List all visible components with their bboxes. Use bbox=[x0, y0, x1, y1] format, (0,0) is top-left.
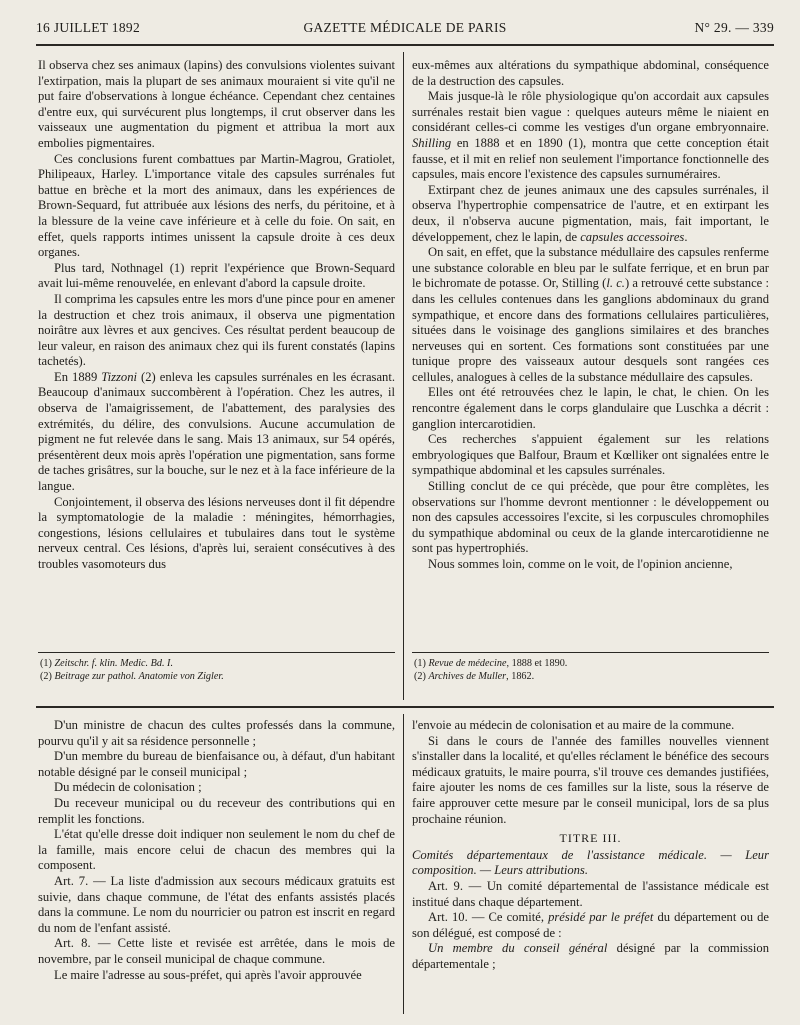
paragraph bbox=[412, 89, 769, 183]
footnote bbox=[414, 657, 769, 670]
paragraph bbox=[412, 910, 769, 941]
paragraph: Il observa chez ses animaux (lapins) des convulsions violentes suivant l'extirpation, mais la plupart de ses animaux mouraient si vite qu'il ne put faire d'observations à longue échéance. Cependant chez centaines d'entre eux, qui survécurent plus longtemps, il crut observer dans les vaisseaux une augmentation du pigment et attribua la mort aux embolies pigmentaires. bbox=[38, 58, 395, 150]
paragraph: Il comprima les capsules entre les mors d'une pince pour en amener la destruction et chez trois animaux, il observa une pigmentation noirâtre aux lèvres et aux gencives. Ces résultat perdent beaucoup de leur valeur, en raison des animaux chez qui ils furent constatés (lapins tachetés). bbox=[38, 291, 395, 369]
paragraph: Du médecin de colonisation ; bbox=[54, 780, 202, 795]
footnote-text: Zeitschr. f. klin. Medic. Bd. I. bbox=[54, 658, 173, 669]
footnote-number: (2) bbox=[40, 671, 55, 682]
paragraph bbox=[412, 245, 769, 385]
emphasis: l. c. bbox=[606, 276, 625, 291]
header-title: GAZETTE MÉDICALE DE PARIS bbox=[303, 20, 507, 35]
top-left-column bbox=[38, 58, 395, 644]
paragraph: Art. 7. — La liste d'admission aux secours médicaux gratuits est suivie, dans chaque commune, de l'état des enfants assistés placés dans la commune. Le nom du nourricier ou patron est inscrit en regard du nom de l'enfant assisté. bbox=[38, 873, 395, 935]
paragraph: Ces recherches s'appuient également sur les relations embryologiques que Balfour, Braum et Kœlliker ont signalées entre le sympathique abdominal et les capsules surrénales. bbox=[412, 432, 769, 478]
paragraph: eux-mêmes aux altérations du sympathique abdominal, conséquence de la destruction des capsules. bbox=[412, 58, 769, 88]
paragraph: Ces conclusions furent combattues par Martin-Magrou, Gratiolet, Philipeaux, Harley. L'importance vitale des capsules surrénales fut battue en brèche et la mort des animaux, dans les expériences de Brown-Sequard, fut attribuée aux lésions des nerfs, du péritoine, et à la blessure de la veine cave inférieure et à celle du foie. On sait, en effet, quels rapports intimes unissent la capsule droite à ces deux organes. bbox=[38, 151, 395, 260]
footnote-text: Revue de médecine bbox=[428, 658, 507, 669]
top-column-divider bbox=[403, 52, 404, 700]
bottom-left-column bbox=[38, 718, 395, 1018]
footnote-text: Beitrage zur pathol. Anatomie von Zigler. bbox=[54, 671, 224, 682]
page-header bbox=[36, 16, 774, 42]
text-run: . bbox=[684, 229, 688, 244]
footnote bbox=[414, 670, 769, 683]
header-page-number: N° 29. — 339 bbox=[694, 20, 774, 35]
text-run: (2) enleva les capsules surrénales en les écrasant. Beaucoup d'animaux succombèrent à l'opération. Chez les autres, il observa de l'amaigrissement, de l'abattement, des paralysies des extrémités, du délire, des convulsions. Aucune accumulation de pigment ne fut relevée dans le sang. Mais 13 animaux, sur 54 opérés, présentèrent deux mois après l'opération une pigmentation, sans forme de taches grisâtres, sur la bouche, sur le nez et à la face inférieure de la langue. bbox=[38, 369, 395, 494]
emphasis: Un membre du conseil général bbox=[428, 941, 608, 956]
section-subtitle: Comités départementaux de l'assistance médicale. — Leur composition. — Leurs attributions. bbox=[412, 847, 769, 878]
text-run: en 1888 et en 1890 (1), montra que cette conception était fausse, et il mit en relief non seulement l'importance fonctionnelle des capsules, mais encore l'existence des capsules surnuméraires. bbox=[412, 135, 769, 182]
paragraph: Plus tard, Nothnagel (1) reprit l'expérience que Brown-Sequard avait lui-même renouvelée, en enlevant d'abord la capsule droite. bbox=[38, 260, 395, 291]
bottom-right-column bbox=[412, 718, 769, 1018]
text-run: du département ou de son délégué, est composé de : bbox=[412, 910, 769, 940]
top-right-footnotes bbox=[414, 657, 769, 697]
text-run: ) a retrouvé cette substance : dans les cellules contenues dans les ganglions abdominaux du grand sympathique, et encore dans des formations cellulaires particulières, situées dans le voisinage des ganglions similaires et des branches nerveuses qui en sortent. Ces formations sont constituées par une tunique propre des vaisseaux autour desquels sont rangées ces cellules, analogues à celles de la substance médullaire des capsules. bbox=[412, 276, 769, 384]
section-title: TITRE III. bbox=[559, 831, 622, 846]
footnote-rule-left bbox=[38, 652, 395, 653]
section-rule bbox=[36, 706, 774, 708]
paragraph: Si dans le cours de l'année des familles nouvelles viennent s'installer dans la localité, et qu'elles réclament le bénéfice des secours médicaux gratuits, le maire pourra, s'il trouve ces demandes justifiées, faire ajouter les noms de ces familles sur la liste, sous la réserve de faire approuver cette mesure par le conseil municipal, lors de sa plus prochaine réunion. bbox=[412, 733, 769, 826]
paragraph bbox=[412, 941, 769, 972]
top-right-column bbox=[412, 58, 769, 644]
paragraph: D'un membre du bureau de bienfaisance ou, à défaut, d'un habitant notable désigné par le conseil municipal ; bbox=[38, 749, 395, 779]
author-name: Tizzoni bbox=[101, 369, 137, 384]
footnote-number: (1) bbox=[40, 658, 55, 669]
emphasis: capsules accessoires bbox=[580, 229, 685, 244]
paragraph: Conjointement, il observa des lésions nerveuses dont il fit dépendre la symptomatologie de la maladie : méningites, hémorrhagies, congestions, lésions cellulaires et tubulaires dans tout le système nerveux central. Ces lésions, d'après lui, seraient consécutives à des troubles vasomoteurs dus bbox=[38, 494, 395, 571]
paragraph: D'un ministre de chacun des cultes professés dans la commune, pourvu qu'il y ait sa résidence personnelle ; bbox=[38, 718, 395, 748]
paragraph: l'envoie au médecin de colonisation et au maire de la commune. bbox=[412, 718, 735, 732]
text-run: Extirpant chez de jeunes animaux une des capsules surrénales, il observa l'hypertrophie compensatrice de l'autre, et en extirpant les deux, il n'observa aucune pigmentation, mais, fait important, le développement, chez le lapin, de bbox=[412, 182, 769, 244]
header-date: 16 JUILLET 1892 bbox=[36, 20, 140, 35]
paragraph: Art. 8. — Cette liste et revisée est arrêtée, dans le mois de novembre, par le conseil municipal de chaque commune. bbox=[38, 936, 395, 966]
footnote bbox=[40, 657, 395, 670]
footnote-number: (2) bbox=[414, 671, 429, 682]
text-run: désigné par la commission départementale ; bbox=[412, 941, 769, 971]
footnote-text: , 1862. bbox=[506, 671, 535, 682]
footnote-text: , 1888 et 1890. bbox=[506, 658, 568, 669]
footnote-text: Archives de Muller bbox=[428, 671, 507, 682]
text-run: On sait, en effet, que la substance médullaire des capsules renferme une substance colorable en bleu par le sulfate ferrique, et en brun par le bichromate de potasse. Or, Stilling ( bbox=[412, 245, 769, 291]
text-run: Art. 10. — Ce comité, bbox=[428, 910, 549, 925]
text-run: En 1889 bbox=[54, 369, 102, 384]
paragraph: Art. 9. — Un comité départemental de l'assistance médicale est institué dans chaque département. bbox=[412, 878, 769, 909]
paragraph: Le maire l'adresse au sous-préfet, qui après l'avoir approuvée bbox=[54, 967, 362, 982]
paragraph: L'état qu'elle dresse doit indiquer non seulement le nom du chef de la famille, mais encore celui de chacun des membres qui la composent. bbox=[38, 827, 395, 873]
emphasis: présidé par le préfet bbox=[548, 910, 654, 925]
paragraph: Stilling conclut de ce qui précède, que pour être complètes, les observations sur l'homme devront mentionner : le développement ou non des capsules accessoires l'excite, si les corpuscules chromophiles du sympathique abdominal ou ceux de la glande intercarotidienne ne sont pas hypertrophiés. bbox=[412, 479, 769, 556]
bottom-column-divider bbox=[403, 714, 404, 1014]
text-run: Mais jusque-là le rôle physiologique qu'on accordait aux capsules surrénales restait bien vague : quelques auteurs même le niaient en considérant celles-ci comme les vestiges d'un organe embryonnaire. bbox=[412, 89, 769, 135]
header-rule bbox=[36, 44, 774, 46]
author-name: Shilling bbox=[412, 135, 452, 150]
paragraph bbox=[412, 183, 769, 245]
paragraph: Du receveur municipal ou du receveur des contributions qui en remplit les fonctions. bbox=[38, 795, 395, 826]
paragraph bbox=[38, 370, 395, 495]
top-left-footnotes bbox=[40, 657, 395, 697]
footnote-number: (1) bbox=[414, 658, 429, 669]
paragraph: Nous sommes loin, comme on le voit, de l'opinion ancienne, bbox=[428, 557, 733, 571]
footnote-rule-right bbox=[412, 652, 769, 653]
paragraph: Elles ont été retrouvées chez le lapin, le chat, le chien. On les rencontre également dans le corps glandulaire que Luschka a décrit : ganglion intercarotidien. bbox=[412, 385, 769, 431]
footnote bbox=[40, 670, 395, 683]
